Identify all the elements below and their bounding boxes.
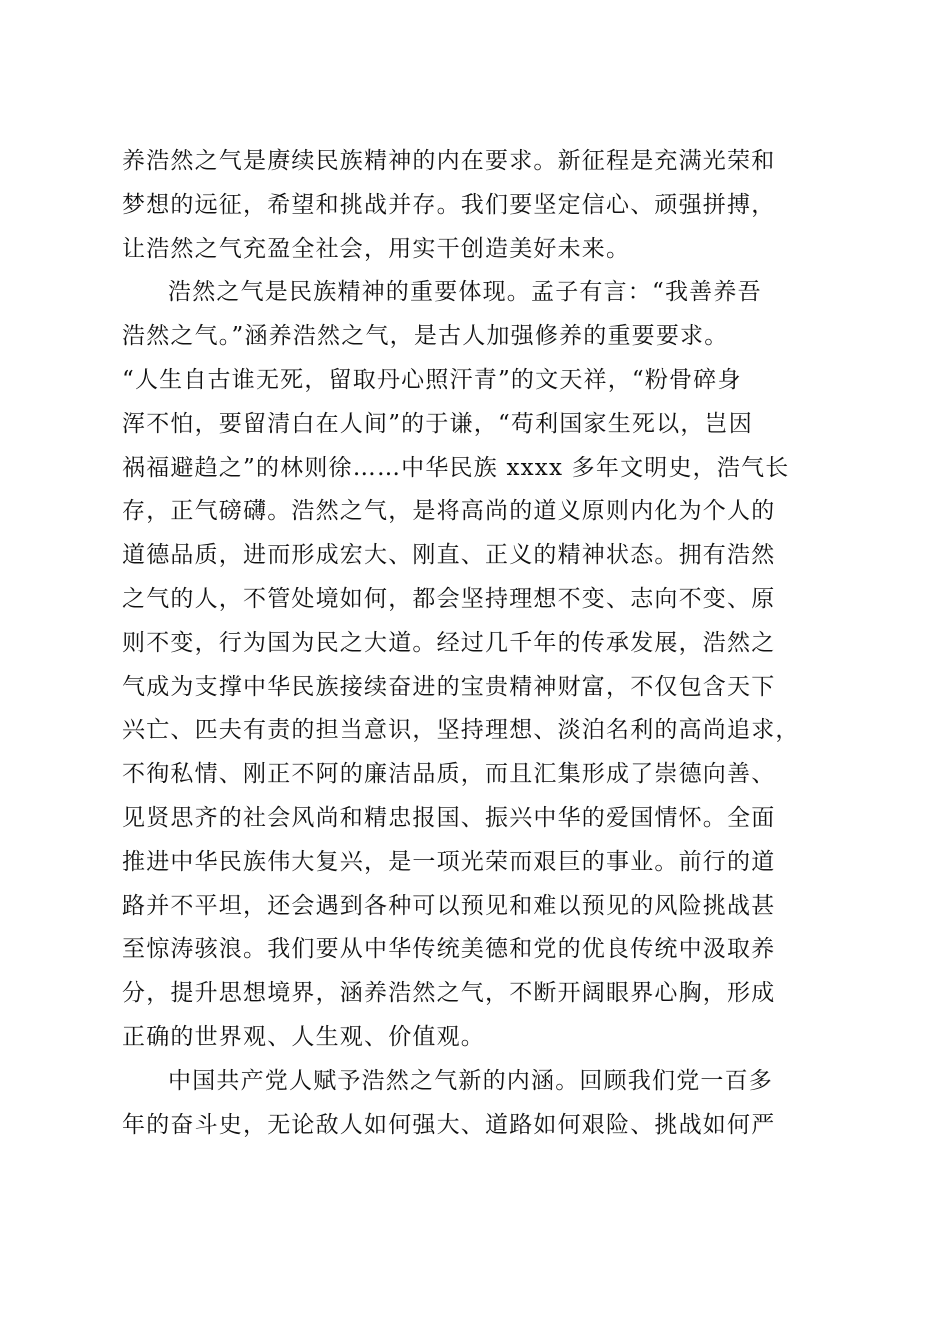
text-line: 气成为支撑中华民族接续奋进的宝贵精神财富，不仅包含天下 xyxy=(122,673,776,700)
text-line: 浩然之气。”涵养浩然之气，是古人加强修养的重要要求。 xyxy=(122,323,729,350)
text-line: 推进中华民族伟大复兴，是一项光荣而艰巨的事业。前行的道 xyxy=(122,848,776,875)
text-line: 兴亡、匹夫有责的担当意识，坚持理想、淡泊名利的高尚追求， xyxy=(122,717,800,744)
document-body xyxy=(122,140,832,1147)
text-line: 则不变，行为国为民之大道。经过几千年的传承发展，浩然之 xyxy=(122,629,776,656)
paragraph-start-line: 中国共产党人赋予浩然之气新的内涵。回顾我们党一百多 xyxy=(168,1067,773,1094)
text-line: 祸福避趋之”的林则徐……中华民族 xxxx 多年文明史，浩气长 xyxy=(122,454,790,481)
text-line: 浑不怕，要留清白在人间”的于谦，“苟利国家生死以，岂因 xyxy=(122,410,753,437)
text-line: 正确的世界观、人生观、价值观。 xyxy=(122,1023,485,1050)
text-line: 不徇私情、刚正不阿的廉洁品质，而且汇集形成了崇德向善、 xyxy=(122,761,776,788)
text-line: 年的奋斗史，无论敌人如何强大、道路如何艰险、挑战如何严 xyxy=(122,1111,776,1138)
text-line: 让浩然之气充盈全社会，用实干创造美好未来。 xyxy=(122,235,631,262)
text-line: 之气的人，不管处境如何，都会坚持理想不变、志向不变、原 xyxy=(122,585,776,612)
text-line: 梦想的远征，希望和挑战并存。我们要坚定信心、顽强拼搏， xyxy=(122,191,776,218)
paragraph-start-line: 浩然之气是民族精神的重要体现。孟子有言：“我善养吾 xyxy=(168,279,762,306)
text-line: “人生自古谁无死，留取丹心照汗青”的文天祥，“粉骨碎身 xyxy=(122,366,742,393)
text-line: 见贤思齐的社会风尚和精忠报国、振兴中华的爱国情怀。全面 xyxy=(122,804,776,831)
text-line: 存，正气磅礴。浩然之气，是将高尚的道义原则内化为个人的 xyxy=(122,498,776,525)
text-line: 至惊涛骇浪。我们要从中华传统美德和党的优良传统中汲取养 xyxy=(122,936,776,963)
text-line: 路并不平坦，还会遇到各种可以预见和难以预见的风险挑战甚 xyxy=(122,892,776,919)
text-line: 养浩然之气是赓续民族精神的内在要求。新征程是充满光荣和 xyxy=(122,148,776,174)
text-line: 分，提升思想境界，涵养浩然之气，不断开阔眼界心胸，形成 xyxy=(122,980,776,1007)
text-line: 道德品质，进而形成宏大、刚直、正义的精神状态。拥有浩然 xyxy=(122,542,776,569)
